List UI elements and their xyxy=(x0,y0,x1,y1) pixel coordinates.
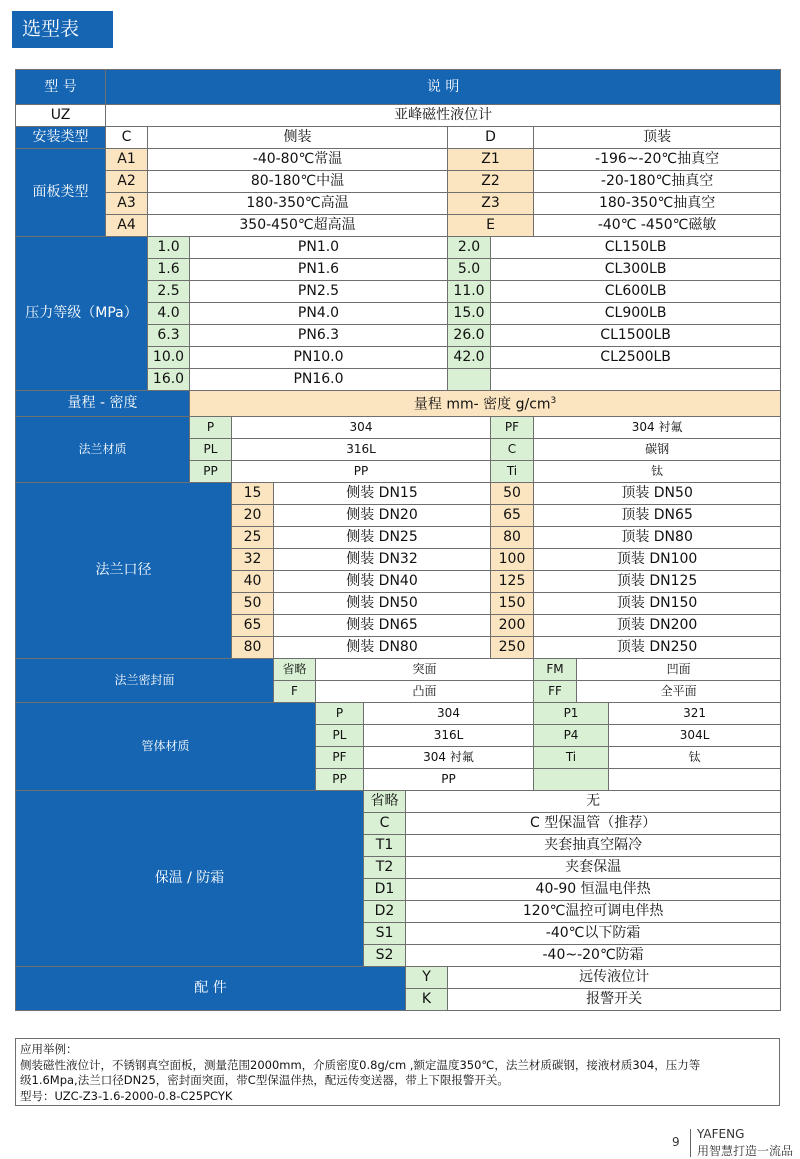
table-row xyxy=(16,105,781,127)
option-description: -40℃以下防霜 xyxy=(406,922,781,944)
option-code: 4.0 xyxy=(148,303,190,325)
option-code: 16.0 xyxy=(148,369,190,391)
option-code: 50 xyxy=(232,592,274,614)
option-description: 304L xyxy=(609,724,781,746)
option-code: Z1 xyxy=(448,149,534,171)
table-row xyxy=(16,702,781,724)
option-description: 顶装 xyxy=(534,127,781,149)
option-description: 钛 xyxy=(534,460,781,482)
option-description: 全平面 xyxy=(577,680,781,702)
option-code: PL xyxy=(190,438,232,460)
option-code: C xyxy=(106,127,148,149)
option-description: 侧装 DN40 xyxy=(274,570,491,592)
option-description: 凸面 xyxy=(316,680,534,702)
option-description: -196~-20℃抽真空 xyxy=(534,149,781,171)
option-code: 省略 xyxy=(364,790,406,812)
option-code: Z3 xyxy=(448,193,534,215)
option-code: 11.0 xyxy=(448,281,491,303)
brand-slogan: 用智慧打造一流品 xyxy=(697,1144,794,1158)
option-description: 碳钢 xyxy=(534,438,781,460)
option-description: 316L xyxy=(232,438,491,460)
option-code: A1 xyxy=(106,149,148,171)
selection-table xyxy=(15,69,781,1011)
option-description: 凹面 xyxy=(577,658,781,680)
option-description: 304 xyxy=(364,702,534,724)
option-description: 顶装 DN125 xyxy=(534,570,781,592)
table-row xyxy=(16,237,781,259)
option-description: 顶装 DN80 xyxy=(534,526,781,548)
option-description: 304 衬氟 xyxy=(364,746,534,768)
option-code: 65 xyxy=(491,504,534,526)
option-code: T1 xyxy=(364,834,406,856)
option-description: PN6.3 xyxy=(190,325,448,347)
option-code: P xyxy=(190,416,232,438)
option-code: 15 xyxy=(232,482,274,504)
option-description: 侧装 DN25 xyxy=(274,526,491,548)
option-code: FF xyxy=(534,680,577,702)
page-number: 9 xyxy=(672,1135,680,1149)
row-code: UZ xyxy=(16,105,106,127)
option-code: 100 xyxy=(491,548,534,570)
option-code: 20 xyxy=(232,504,274,526)
option-code: 42.0 xyxy=(448,347,491,369)
option-description: 侧装 xyxy=(148,127,448,149)
option-description: 侧装 DN50 xyxy=(274,592,491,614)
table-row xyxy=(16,171,781,193)
footer-divider xyxy=(690,1129,691,1157)
example-line: 侧装磁性液位计，不锈钢真空面板，测量范围2000mm，介质密度0.8g/cm ,额定温度350℃，法兰材质碳钢，接液材质304，压力等 xyxy=(20,1057,701,1072)
category-label: 配 件 xyxy=(16,966,406,1010)
table-row xyxy=(16,416,781,438)
option-code: S1 xyxy=(364,922,406,944)
option-description: C 型保温管（推荐） xyxy=(406,812,781,834)
option-code: FM xyxy=(534,658,577,680)
option-code: PL xyxy=(316,724,364,746)
option-code: PF xyxy=(491,416,534,438)
option-code: F xyxy=(274,680,316,702)
option-code: T2 xyxy=(364,856,406,878)
table-row xyxy=(16,482,781,504)
table-row xyxy=(16,658,781,680)
option-description: 304 衬氟 xyxy=(534,416,781,438)
option-code: 1.6 xyxy=(148,259,190,281)
option-description: 304 xyxy=(232,416,491,438)
category-label: 压力等级（MPa） xyxy=(16,237,148,391)
option-description: 侧装 DN80 xyxy=(274,636,491,658)
option-code: 15.0 xyxy=(448,303,491,325)
option-description xyxy=(609,768,781,790)
option-code: A2 xyxy=(106,171,148,193)
option-code: A3 xyxy=(106,193,148,215)
option-code: 150 xyxy=(491,592,534,614)
option-description: PN4.0 xyxy=(190,303,448,325)
option-code: PF xyxy=(316,746,364,768)
example-line: 型号：UZC-Z3-1.6-2000-0.8-C25PCYK xyxy=(20,1088,233,1103)
option-code: 2.5 xyxy=(148,281,190,303)
category-label: 管体材质 xyxy=(16,702,316,790)
option-code: Z2 xyxy=(448,171,534,193)
option-description: PN10.0 xyxy=(190,347,448,369)
option-description: 180-350℃抽真空 xyxy=(534,193,781,215)
option-description xyxy=(491,369,781,391)
option-description: 321 xyxy=(609,702,781,724)
option-description: CL150LB xyxy=(491,237,781,259)
option-description: PN2.5 xyxy=(190,281,448,303)
option-code: 80 xyxy=(491,526,534,548)
option-description: 顶装 DN150 xyxy=(534,592,781,614)
option-code: PP xyxy=(316,768,364,790)
option-code: D2 xyxy=(364,900,406,922)
option-code: 125 xyxy=(491,570,534,592)
option-code: Ti xyxy=(534,746,609,768)
category-label: 保温 / 防霜 xyxy=(16,790,364,966)
option-code: A4 xyxy=(106,215,148,237)
option-code: C xyxy=(364,812,406,834)
option-code: 200 xyxy=(491,614,534,636)
option-description: -40~-20℃防霜 xyxy=(406,944,781,966)
option-description: -40℃ -450℃磁敏 xyxy=(534,215,781,237)
column-header-description: 说 明 xyxy=(106,70,781,105)
option-description: 无 xyxy=(406,790,781,812)
option-code: Y xyxy=(406,966,448,988)
option-description: 350-450℃超高温 xyxy=(148,215,448,237)
page-title: 选型表 xyxy=(12,11,113,48)
option-code: 65 xyxy=(232,614,274,636)
option-description: 顶装 DN50 xyxy=(534,482,781,504)
option-description: 顶装 DN200 xyxy=(534,614,781,636)
option-description: 侧装 DN32 xyxy=(274,548,491,570)
option-description: 夹套保温 xyxy=(406,856,781,878)
option-code xyxy=(448,369,491,391)
option-description: CL600LB xyxy=(491,281,781,303)
option-description: 120℃温控可调电伴热 xyxy=(406,900,781,922)
example-line: 应用举例： xyxy=(20,1042,78,1056)
option-description: 钛 xyxy=(609,746,781,768)
table-row xyxy=(16,966,781,988)
option-code: 26.0 xyxy=(448,325,491,347)
table-row xyxy=(16,70,781,105)
option-code: E xyxy=(448,215,534,237)
option-code: PP xyxy=(190,460,232,482)
option-code: P4 xyxy=(534,724,609,746)
option-code: 25 xyxy=(232,526,274,548)
option-code: 5.0 xyxy=(448,259,491,281)
option-description: 突面 xyxy=(316,658,534,680)
option-description: 侧装 DN15 xyxy=(274,482,491,504)
option-description: CL900LB xyxy=(491,303,781,325)
option-code: S2 xyxy=(364,944,406,966)
option-code: D xyxy=(448,127,534,149)
table-row xyxy=(16,790,781,812)
option-code: 省略 xyxy=(274,658,316,680)
option-description: 远传液位计 xyxy=(448,966,781,988)
option-code: 250 xyxy=(491,636,534,658)
option-description: -40-80℃常温 xyxy=(148,149,448,171)
option-code: 40 xyxy=(232,570,274,592)
column-header-model: 型 号 xyxy=(16,70,106,105)
category-label: 法兰口径 xyxy=(16,482,232,658)
row-description: 亚峰磁性液位计 xyxy=(106,105,781,127)
option-description: 夹套抽真空隔冷 xyxy=(406,834,781,856)
category-label: 法兰密封面 xyxy=(16,658,274,702)
option-description: 顶装 DN65 xyxy=(534,504,781,526)
option-description: 侧装 DN20 xyxy=(274,504,491,526)
option-code: 1.0 xyxy=(148,237,190,259)
table-row xyxy=(16,127,781,149)
option-description: PN16.0 xyxy=(190,369,448,391)
option-description: 报警开关 xyxy=(448,988,781,1010)
category-label: 量程 - 密度 xyxy=(16,391,190,417)
option-code: 80 xyxy=(232,636,274,658)
range-superscript: 3 xyxy=(550,396,557,406)
option-code: P xyxy=(316,702,364,724)
option-description: 顶装 DN250 xyxy=(534,636,781,658)
option-description: 180-350℃高温 xyxy=(148,193,448,215)
option-code: 50 xyxy=(491,482,534,504)
option-description: CL2500LB xyxy=(491,347,781,369)
option-code: P1 xyxy=(534,702,609,724)
range-description xyxy=(190,391,781,417)
table-row xyxy=(16,193,781,215)
option-code: D1 xyxy=(364,878,406,900)
option-code: Ti xyxy=(491,460,534,482)
option-description: 侧装 DN65 xyxy=(274,614,491,636)
table-row xyxy=(16,149,781,171)
application-example xyxy=(15,1038,780,1106)
option-description: -20-180℃抽真空 xyxy=(534,171,781,193)
option-code: 2.0 xyxy=(448,237,491,259)
option-code: 32 xyxy=(232,548,274,570)
option-description: PP xyxy=(364,768,534,790)
option-description: PP xyxy=(232,460,491,482)
range-text: 量程 mm- 密度 g/cm xyxy=(413,396,551,413)
category-label: 安装类型 xyxy=(16,127,106,149)
option-description: CL1500LB xyxy=(491,325,781,347)
category-label: 法兰材质 xyxy=(16,416,190,482)
option-code: C xyxy=(491,438,534,460)
option-description: 80-180℃中温 xyxy=(148,171,448,193)
option-code: 6.3 xyxy=(148,325,190,347)
category-label: 面板类型 xyxy=(16,149,106,237)
table-row xyxy=(16,391,781,417)
example-line: 级1.6Mpa,法兰口径DN25，密封面突面，带C型保温伴热，配远传变送器，带上下限报警开关。 xyxy=(20,1073,509,1087)
option-code: K xyxy=(406,988,448,1010)
brand-name: YAFENG xyxy=(697,1127,745,1141)
option-description: CL300LB xyxy=(491,259,781,281)
option-description: 316L xyxy=(364,724,534,746)
table-row xyxy=(16,215,781,237)
option-description: PN1.6 xyxy=(190,259,448,281)
option-code: 10.0 xyxy=(148,347,190,369)
option-description: PN1.0 xyxy=(190,237,448,259)
option-code xyxy=(534,768,609,790)
option-description: 顶装 DN100 xyxy=(534,548,781,570)
option-description: 40-90 恒温电伴热 xyxy=(406,878,781,900)
